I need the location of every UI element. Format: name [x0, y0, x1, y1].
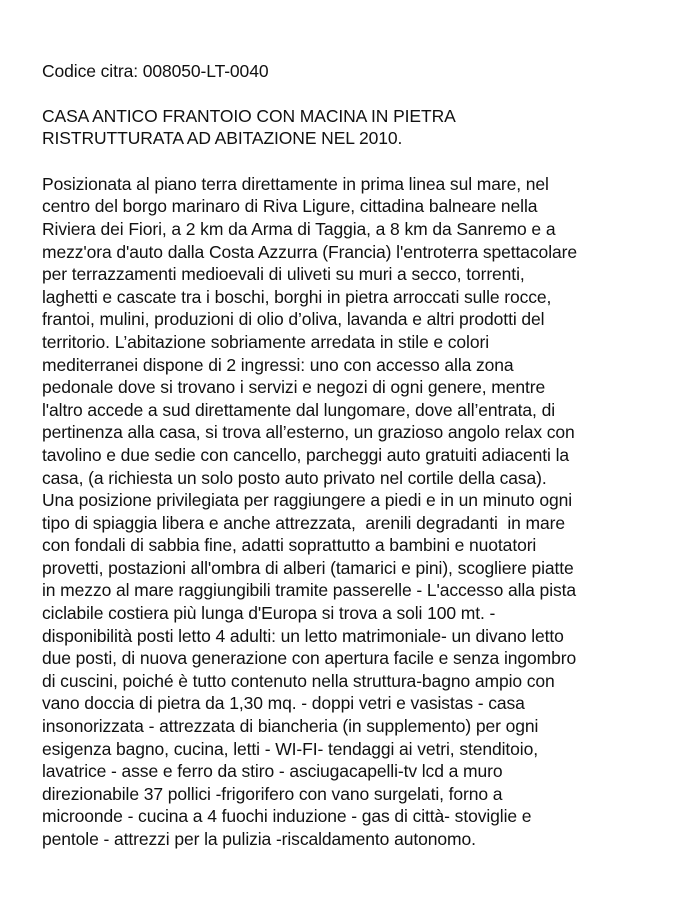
description-line: frantoi, mulini, produzioni di olio d’oliva, lavanda e altri prodotti del	[42, 309, 545, 330]
property-description	[42, 173, 682, 851]
description-line: con fondali di sabbia fine, adatti soprattutto a bambini e nuotatori	[42, 535, 537, 556]
description-line: due posti, di nuova generazione con apertura facile e senza ingombro	[42, 648, 577, 669]
property-title	[42, 105, 682, 150]
description-line: lavatrice - asse e ferro da stiro - asciugacapelli-tv lcd a muro	[42, 761, 503, 782]
description-line: mezz'ora d'auto dalla Costa Azzurra (Francia) l'entroterra spettacolare	[42, 241, 577, 262]
description-line: in mezzo al mare raggiungibili tramite passerelle - L'accesso alla pista	[42, 580, 577, 601]
description-line: ciclabile costiera più lunga d'Europa si trova a soli 100 mt. -	[42, 603, 496, 624]
description-line: mediterranei dispone di 2 ingressi: uno con accesso alla zona	[42, 354, 514, 375]
description-line: Una posizione privilegiata per raggiungere a piedi e in un minuto ogni	[42, 490, 573, 511]
description-line: vano doccia di pietra da 1,30 mq. - doppi vetri e vasistas - casa	[42, 693, 525, 714]
description-line: disponibilità posti letto 4 adulti: un letto matrimoniale- un divano letto	[42, 625, 564, 646]
description-line: di cuscini, poiché è tutto contenuto nella struttura-bagno ampio con	[42, 670, 555, 691]
description-line: pertinenza alla casa, si trova all’esterno, un grazioso angolo relax con	[42, 422, 575, 443]
description-line: pedonale dove si trovano i servizi e negozi di ogni genere, mentre	[42, 377, 546, 398]
description-line: esigenza bagno, cucina, letti - WI-FI- tendaggi ai vetri, stenditoio,	[42, 738, 538, 759]
description-line: l'altro accede a sud direttamente dal lungomare, dove all’entrata, di	[42, 399, 555, 420]
description-line: tavolino e due sedie con cancello, parcheggi auto gratuiti adiacenti la	[42, 444, 570, 465]
description-line: Riviera dei Fiori, a 2 km da Arma di Taggia, a 8 km da Sanremo e a	[42, 218, 556, 239]
description-line: territorio. L’abitazione sobriamente arredata in stile e colori	[42, 331, 489, 352]
title-line: CASA ANTICO FRANTOIO CON MACINA IN PIETRA	[42, 105, 456, 126]
description-line: per terrazzamenti medioevali di uliveti su muri a secco, torrenti,	[42, 264, 525, 285]
description-line: casa, (a richiesta un solo posto auto privato nel cortile della casa).	[42, 467, 547, 488]
description-line: insonorizzata - attrezzata di biancheria (in supplemento) per ogni	[42, 716, 539, 737]
title-line: RISTRUTTURATA AD ABITAZIONE NEL 2010.	[42, 128, 403, 149]
description-line: tipo di spiaggia libera e anche attrezzata, arenili degradanti in mare	[42, 512, 565, 533]
description-line: microonde - cucina a 4 fuochi induzione - gas di città- stoviglie e	[42, 806, 532, 827]
description-line: direzionabile 37 pollici -frigorifero con vano surgelati, forno a	[42, 783, 503, 804]
description-line: provetti, postazioni all'ombra di alberi (tamarici e pini), scogliere piatte	[42, 557, 574, 578]
description-line: centro del borgo marinaro di Riva Ligure, cittadina balneare nella	[42, 196, 538, 217]
document-page	[42, 60, 682, 851]
description-line: Posizionata al piano terra direttamente in prima linea sul mare, nel	[42, 173, 549, 194]
description-line: laghetti e cascate tra i boschi, borghi in pietra arroccati sulle rocce,	[42, 286, 552, 307]
property-code: Codice citra: 008050-LT-0040	[42, 61, 269, 81]
description-line: pentole - attrezzi per la pulizia -riscaldamento autonomo.	[42, 829, 476, 849]
